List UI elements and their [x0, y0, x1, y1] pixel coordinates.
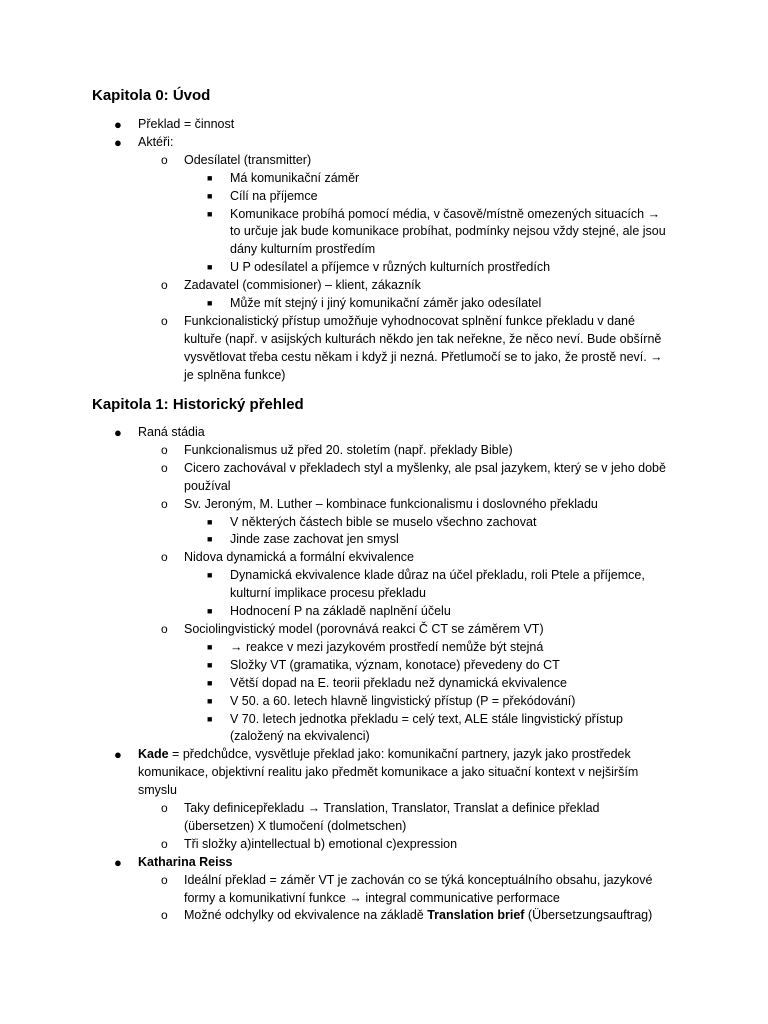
- list-item: [0, 277, 668, 313]
- item-text: = předchůdce, vysvětluje překlad jako: komunikační partnery, jazyk jako prostředek komunikace, objektivní realitu jako předmět komunikace a jako situační kontext v nejširším smyslu: [138, 747, 639, 798]
- item-text: U P odesílatel a příjemce v různých kulturních prostředích: [230, 260, 551, 275]
- item-text: Raná stádia: [138, 425, 205, 439]
- chapter-0-heading: Kapitola 0: Úvod: [92, 87, 211, 104]
- square-bullet-icon: ■: [207, 298, 213, 309]
- item-text: Ideální překlad = záměr VT je zachován co se týká konceptuálního obsahu, jazykové formy a komunikativní funkce → integral communicative performace: [184, 872, 653, 905]
- square-bullet-icon: ■: [207, 677, 213, 688]
- item-text: Cílí na příjemce: [230, 188, 318, 203]
- item-text: Nidova dynamická a formální ekvivalence: [184, 550, 414, 565]
- circle-bullet-icon: o: [161, 278, 168, 293]
- list-item: [0, 675, 668, 693]
- circle-bullet-icon: o: [161, 908, 168, 923]
- square-bullet-icon: ■: [207, 641, 213, 652]
- translation-brief-term: Translation brief: [427, 908, 525, 923]
- item-text: Překlad = činnost: [138, 117, 235, 131]
- kade-name: Kade: [138, 747, 169, 762]
- item-text: → reakce v mezi jazykovém prostředí nemůže být stejná: [230, 639, 544, 654]
- bullet-icon: ●: [114, 425, 122, 440]
- item-text: Funkcionalistický přístup umožňuje vyhodnocovat splnění funkce překladu v dané kultuře (např. v asijských kulturách někdo jen tak neřekne, že něco neví. Bude obšírně vysvětlovat třeba cestu někam i když ji nezná. Přetlumočí se to jako, že prostě neví. → je splněna funkce): [184, 313, 663, 382]
- item-text: Sociolingvistický model (porovnává reakci Č CT se záměrem VT): [184, 621, 544, 636]
- list-item: [0, 116, 668, 134]
- list-item: [0, 657, 668, 675]
- square-bullet-icon: ■: [207, 570, 213, 581]
- list-item: [0, 872, 668, 908]
- circle-bullet-icon: o: [161, 442, 168, 457]
- item-text: Složky VT (gramatika, význam, konotace) převedeny do CT: [230, 657, 560, 672]
- square-bullet-icon: ■: [207, 172, 213, 183]
- item-text: Taky definicepřekladu → Translation, Translator, Translat a definice překlad (übersetzen) X tlumočení (dolmetschen): [184, 801, 600, 833]
- bullet-icon: ●: [114, 747, 122, 763]
- bullet-icon: ●: [114, 117, 122, 132]
- list-item: [0, 907, 668, 925]
- square-bullet-icon: ■: [207, 606, 213, 617]
- circle-bullet-icon: o: [161, 152, 168, 167]
- list-item: [0, 206, 668, 260]
- list-item: [0, 514, 668, 532]
- list-item: [0, 188, 668, 206]
- list-item: [0, 621, 668, 746]
- list-item: [0, 442, 668, 460]
- circle-bullet-icon: o: [161, 460, 168, 475]
- item-text: V 50. a 60. letech hlavně lingvistický přístup (P = překódování): [230, 693, 576, 708]
- list-item: [0, 549, 668, 621]
- square-bullet-icon: ■: [207, 190, 213, 201]
- item-text: Možné odchylky od ekvivalence na základě: [184, 908, 428, 923]
- square-bullet-icon: ■: [207, 516, 213, 527]
- circle-bullet-icon: o: [161, 621, 168, 636]
- list-item: [0, 693, 668, 711]
- item-text: Cicero zachovával v překladech styl a myšlenky, ale psal jazykem, který se v jeho době používal: [184, 460, 666, 493]
- list-item: [0, 170, 668, 188]
- square-bullet-icon: ■: [207, 659, 213, 670]
- item-text: Komunikace probíhá pomocí média, v časově/místně omezených situacích → to určuje jak bude komunikace probíhat, podmínky nejsou vždy stejné, ale jsou dány kulturním prostředím: [230, 206, 666, 257]
- list-item: [0, 854, 668, 926]
- square-bullet-icon: ■: [207, 208, 213, 219]
- item-text: Větší dopad na E. teorii překladu než dynamická ekvivalence: [230, 675, 567, 690]
- chapter-0-list: [0, 116, 768, 385]
- list-item: [0, 800, 668, 836]
- item-text: Má komunikační záměr: [230, 170, 360, 185]
- circle-bullet-icon: o: [161, 836, 168, 851]
- list-item: [0, 313, 668, 385]
- square-bullet-icon: ■: [207, 262, 213, 273]
- item-text: Zadavatel (commisioner) – klient, zákazník: [184, 278, 421, 293]
- item-text: Funkcionalismus už před 20. stoletím (např. překlady Bible): [184, 442, 513, 457]
- list-item: [0, 295, 668, 313]
- chapter-1-heading: Kapitola 1: Historický přehled: [92, 396, 304, 413]
- list-item: [0, 460, 668, 496]
- circle-bullet-icon: o: [161, 550, 168, 565]
- list-item: [0, 134, 668, 385]
- list-item: [0, 259, 668, 277]
- list-item: [0, 496, 668, 550]
- square-bullet-icon: ■: [207, 713, 213, 724]
- item-text: Může mít stejný i jiný komunikační záměr jako odesílatel: [230, 296, 542, 311]
- circle-bullet-icon: o: [161, 801, 168, 816]
- circle-bullet-icon: o: [161, 872, 168, 887]
- item-text: Jinde zase zachovat jen smysl: [230, 532, 399, 547]
- square-bullet-icon: ■: [207, 534, 213, 545]
- list-item: [0, 639, 668, 657]
- item-text: V některých částech bible se muselo všechno zachovat: [230, 514, 537, 529]
- bullet-icon: ●: [114, 854, 122, 870]
- list-item: [0, 567, 668, 603]
- list-item: [0, 531, 668, 549]
- chapter-1-list: [0, 424, 768, 925]
- item-text: Tři složky a)intellectual b) emotional c)expression: [184, 836, 458, 851]
- list-item: [0, 424, 668, 746]
- list-item: [0, 603, 668, 621]
- list-item: [0, 836, 668, 854]
- circle-bullet-icon: o: [161, 313, 168, 328]
- item-text: V 70. letech jednotka překladu = celý text, ALE stále lingvistický přístup (založený na ekvivalenci): [230, 711, 623, 744]
- reiss-name: Katharina Reiss: [138, 854, 233, 869]
- item-text: Sv. Jeroným, M. Luther – kombinace funkcionalismu i doslovného překladu: [184, 496, 598, 511]
- item-text: Aktéři:: [138, 134, 174, 149]
- list-item: [0, 746, 668, 853]
- square-bullet-icon: ■: [207, 695, 213, 706]
- bullet-icon: ●: [114, 134, 122, 150]
- list-item: [0, 152, 668, 277]
- item-text: Odesílatel (transmitter): [184, 152, 312, 167]
- circle-bullet-icon: o: [161, 496, 168, 511]
- list-item: [0, 711, 668, 747]
- item-text: Dynamická ekvivalence klade důraz na účel překladu, roli Ptele a příjemce, kulturní implikace procesu překladu: [230, 568, 645, 601]
- item-text: (Übersetzungsauftrag): [524, 908, 653, 923]
- item-text: Hodnocení P na základě naplnění účelu: [230, 604, 451, 619]
